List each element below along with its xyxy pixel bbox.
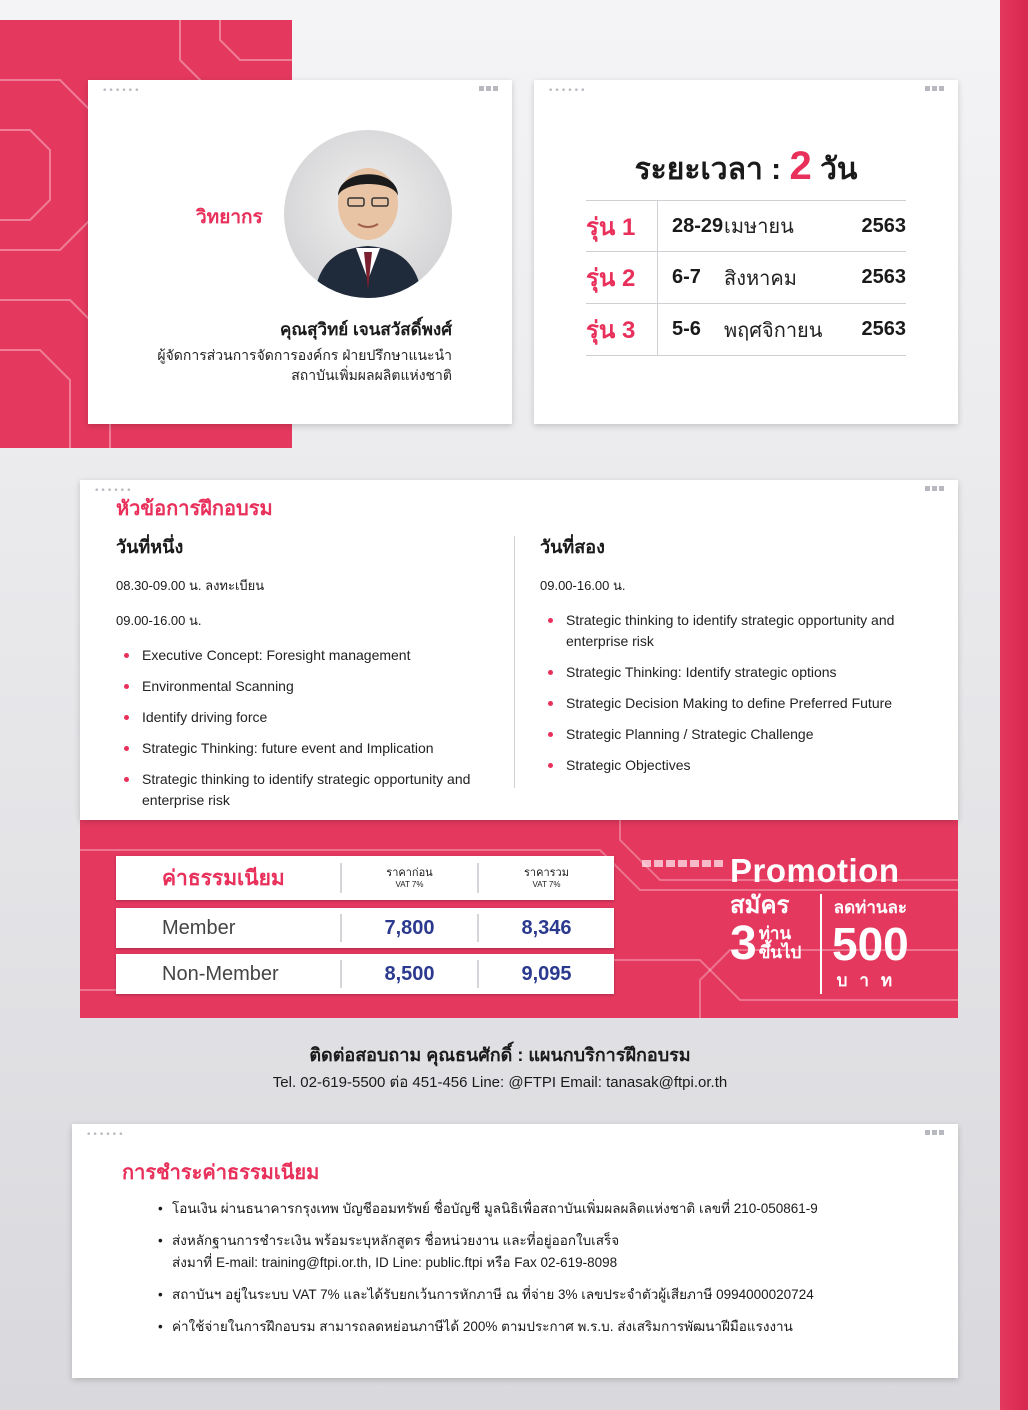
duration-unit: วัน <box>811 153 858 186</box>
list-item: Environmental Scanning <box>116 676 506 697</box>
fee-col-incl-vat-sub: VAT 7% <box>532 879 561 889</box>
fee-member-type: Non-Member <box>162 962 279 985</box>
list-item <box>158 1230 938 1274</box>
payment-list <box>158 1198 938 1348</box>
day-two-heading: วันที่สอง <box>540 537 605 557</box>
schedule-row <box>586 304 906 356</box>
day-two-column <box>540 532 940 786</box>
list-item: • โอนเงิน ผ่านธนาคารกรุงเทพ บัญชีออมทรัพย์ ชื่อบัญชี มูลนิธิเพื่อสถาบันเพิ่มผลผลิตแห่งชาติ เลขที่ 210-050861-9 <box>158 1198 938 1220</box>
table-row <box>116 908 614 948</box>
table-row <box>116 954 614 994</box>
promotion-count-group <box>730 917 814 970</box>
schedule-row <box>586 200 906 252</box>
column-divider <box>514 536 515 788</box>
card-dots-decoration: •••••• <box>102 86 141 96</box>
batch-days: 5-6 <box>672 318 701 340</box>
card-bars-decoration <box>925 86 944 91</box>
card-dots-decoration: •••••• <box>94 486 133 496</box>
list-item: Identify driving force <box>116 707 506 728</box>
list-item: Strategic thinking to identify strategic opportunity and enterprise risk <box>540 610 940 652</box>
list-item: Strategic Thinking: Identify strategic options <box>540 662 940 683</box>
promo-dots-decoration <box>642 860 723 867</box>
day-one-registration-time: 08.30-09.00 น. ลงทะเบียน <box>116 578 265 593</box>
speaker-photo <box>284 130 452 298</box>
card-dots-decoration: •••••• <box>548 86 587 96</box>
fee-incl-vat: 9,095 <box>477 960 614 988</box>
duration-prefix: ระยะเวลา : <box>634 153 790 186</box>
promotion-title: Promotion <box>730 852 900 889</box>
topics-card <box>80 480 958 820</box>
day-one-heading: วันที่หนึ่ง <box>116 537 184 557</box>
batch-year: 2563 <box>861 214 906 237</box>
day-one-column <box>116 532 506 821</box>
promotion-unit-group <box>759 925 802 962</box>
contact-details: Tel. 02-619-5500 ต่อ 451-456 Line: @FTPI Email: tanasak@ftpi.or.th <box>272 1074 728 1091</box>
promotion-count: 3 <box>730 917 757 970</box>
list-item: Strategic Planning / Strategic Challenge <box>540 724 940 745</box>
list-item: Strategic Objectives <box>540 755 940 776</box>
speaker-title-line1: ผู้จัดการส่วนการจัดการองค์กร ฝ่ายปรึกษาแนะนำ <box>157 347 452 363</box>
right-edge-stripe <box>1000 0 1028 1410</box>
fee-header-label: ค่าธรรมเนียม <box>162 866 285 890</box>
batch-year: 2563 <box>861 266 906 288</box>
speaker-title-line2: สถาบันเพิ่มผลผลิตแห่งชาติ <box>291 366 452 383</box>
batch-days: 28-29 <box>672 214 724 237</box>
fee-table-header <box>116 856 614 900</box>
card-dots-decoration: •••••• <box>86 1130 125 1140</box>
promotion-discount-label: ลดท่านละ <box>833 898 908 917</box>
fee-col-before-vat-sub: VAT 7% <box>395 879 424 889</box>
fee-before-vat: 7,800 <box>340 914 477 942</box>
card-bars-decoration <box>479 86 498 91</box>
contact-heading: ติดต่อสอบถาม คุณธนศักดิ์ : แผนกบริการฝึกอบรม <box>309 1045 691 1065</box>
speaker-name: คุณสุวิทย์ เจนสวัสดิ์พงศ์ <box>280 320 452 339</box>
payment-proof-text: ส่งหลักฐานการชำระเงิน พร้อมระบุหลักสูตร ชื่อหน่วยงาน และที่อยู่ออกใบเสร็จ <box>172 1233 620 1248</box>
promotion-body <box>730 894 930 994</box>
fee-col-incl-vat-label: ราคารวม <box>524 866 569 879</box>
fee-col-incl-vat-header <box>477 863 614 894</box>
list-item: Executive Concept: Foresight management <box>116 645 506 666</box>
speaker-portrait-icon <box>284 130 452 298</box>
fee-col-before-vat-label: ราคาก่อน <box>386 866 433 879</box>
batch-month: สิงหาคม <box>724 267 797 290</box>
schedule-table <box>586 200 906 356</box>
fee-incl-vat: 8,346 <box>477 914 614 942</box>
promotion-block <box>730 852 930 994</box>
duration-number: 2 <box>789 144 812 188</box>
batch-label: รุ่น 3 <box>586 304 658 355</box>
speaker-label: วิทยากร <box>196 207 263 228</box>
batch-month: พฤศจิกายน <box>724 319 823 342</box>
payment-card <box>72 1124 958 1378</box>
fee-member-type: Member <box>162 916 236 939</box>
schedule-card <box>534 80 958 424</box>
batch-month: เมษายน <box>724 216 794 238</box>
fee-table <box>116 856 614 1000</box>
list-item: Strategic Thinking: future event and Implication <box>116 738 506 759</box>
promotion-discount <box>822 894 909 994</box>
fee-col-before-vat-header <box>340 863 477 894</box>
batch-days: 6-7 <box>672 266 701 288</box>
card-bars-decoration <box>925 1130 944 1135</box>
speaker-title <box>157 346 452 385</box>
speaker-card <box>88 80 512 424</box>
promotion-condition <box>730 894 822 994</box>
promotion-discount-value: 500 <box>832 918 909 970</box>
promotion-apply: สมัคร <box>730 892 790 919</box>
card-bars-decoration <box>925 486 944 491</box>
batch-label: รุ่น 2 <box>586 252 658 303</box>
schedule-row <box>586 252 906 304</box>
day-one-session-time: 09.00-16.00 น. <box>116 613 202 628</box>
batch-year: 2563 <box>861 318 906 340</box>
promotion-unit: ท่าน <box>758 924 792 944</box>
list-item: Strategic Decision Making to define Preferred Future <box>540 693 940 714</box>
list-item: • ค่าใช้จ่ายในการฝึกอบรม สามารถลดหย่อนภาษีได้ 200% ตามประกาศ พ.ร.บ. ส่งเสริมการพัฒนาฝีมือแรงงาน <box>158 1316 938 1338</box>
fee-before-vat: 8,500 <box>340 960 477 988</box>
list-item: • สถาบันฯ อยู่ในระบบ VAT 7% และได้รับยกเว้นการหักภาษี ณ ที่จ่าย 3% เลขประจำตัวผู้เสียภาษี 0994000020724 <box>158 1284 938 1306</box>
day-two-session-time: 09.00-16.00 น. <box>540 578 626 593</box>
day-two-topic-list <box>540 610 940 776</box>
topics-title: หัวข้อการฝึกอบรม <box>116 498 273 520</box>
batch-label: รุ่น 1 <box>586 201 658 251</box>
day-one-topic-list <box>116 645 506 811</box>
payment-title: การชำระค่าธรรมเนียม <box>122 1162 320 1184</box>
list-item: Strategic thinking to identify strategic opportunity and enterprise risk <box>116 769 506 811</box>
duration-heading <box>534 144 958 193</box>
promotion-currency: บาท <box>836 971 905 990</box>
promotion-upward: ขึ้นไป <box>758 943 802 962</box>
payment-send-to: ส่งมาที่ E-mail: training@ftpi.or.th, ID Line: public.ftpi หรือ Fax 02-619-8098 <box>172 1255 618 1270</box>
